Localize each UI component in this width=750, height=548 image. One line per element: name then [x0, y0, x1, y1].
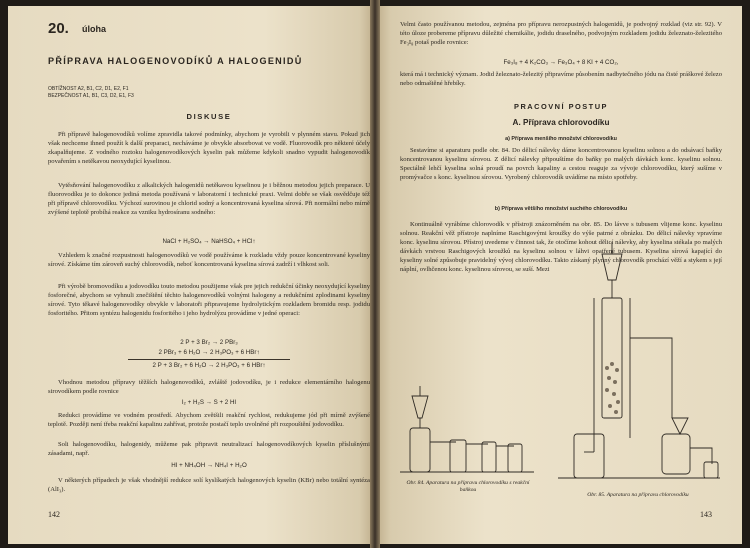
paragraph-2: Vytěsňování halogenovodíku z alkalických halogenidů netěkavou kyselinou je i běžnou metodou jejich preparace. U fluorovodíku je to dokonce jediná metoda používaná v laboratorní i technické praxi. Velmi dobře se však osvědčuje též při přípravě chlorovodíku. Výchozí surovinou je chlorid sodný a koncentrovaná kyselina sírová. Při normální nebo mírně zvýšené teplotě probíhá reakce za vzniku hydrosíranu sodného:	[48, 182, 370, 217]
left-page	[8, 6, 374, 544]
section-heading: DISKUSE	[186, 112, 232, 121]
chapter-title: PŘÍPRAVA HALOGENOVODÍKŮ A HALOGENIDŮ	[48, 56, 303, 66]
subsection-b-heading: b) Příprava většího množství suchého chlorovodíku	[494, 206, 628, 212]
task-word: úloha	[82, 24, 106, 34]
equation-2a: 2 P + 3 Br₂ → 2 PBr₃	[180, 339, 238, 346]
figure-85-apparatus	[554, 238, 722, 488]
safety-line: BEZPEČNOST A1, B1, C3, D2, E1, F3	[48, 93, 134, 99]
paragraph-6: Redukci provádíme ve vodném prostředí. Abychom zvětšili reakční rychlost, redukujeme jód při mírně zvýšené teplotě. Později není třeba reakční kapalinu zahřívat, protože postačí teplo uvolněné při rozpouštění jodovodíku.	[48, 412, 370, 429]
procedure-heading: PRACOVNÍ POSTUP	[514, 102, 608, 111]
difficulty-line: OBTÍŽNOST A2, B1, C2, D1, E2, F1	[48, 86, 129, 92]
equation-2b: 2 PBr₃ + 6 H₂O → 2 H₃PO₃ + 6 HBr↑	[158, 349, 260, 356]
right-paragraph-1: Velmi často používanou metodou, zejména pro přípravu nerozpustných halogenidů, je podvojný rozklad (viz str. 92). V této úloze probereme přípravu důležité chemikálie, jodidu draselného, podvojným rozkladem jodidu železnato-železitého Fe₃I₈ potaš podle rovnice:	[400, 21, 722, 47]
page-number-right: 143	[700, 510, 712, 519]
paragraph-8: V některých případech je však vhodnější redukce solí kyslíkatých halogenových kyselin (KBr) nebo totální syntéza (AlI₃).	[48, 477, 370, 494]
paragraph-b-text: Kontinuálně vyrábíme chlorovodík v přístroji znázorněném na obr. 85. Do lávve s tubusem vlijeme konc. kyselinu solnou. Reakční věž přístroje naplníme Raschigovými kroužky do výše patrné z obrázku. Do dělicí nálevky vpravíme konc. kyselinu sírovou. Přístroj uvedeme v činnost tak, že otočíme kohout dělicí nálevky, aby kyselina stékala po malých dávkách vrstvou Raschigových kroužků na kyselinu solnou v láhvi opatřené tubusem. Kyselina sírová kapající do kyseliny solné způsobuje pravidelný vývoj chlorovodíku. Takto získaný plynný chlorovodík prochází věží a stykem s její náplní, ovlhčenou konc. kyselinou sírovou, se suší. Mezi	[400, 221, 722, 274]
right-paragraph-2: která má i technický význam. Jodid železnato-železitý připravíme působením nadbytečného jódu na čisté práškové železo nebo odmaštěné hřebíky.	[400, 71, 722, 88]
task-number: 20.	[48, 20, 69, 37]
paragraph-7: Soli halogenovodíku, halogenidy, můžeme pak připravit neutralizací halogenovodíkových kyselin příslušnými zásadami, např.	[48, 441, 370, 458]
paragraph-5: Vhodnou metodou přípravy těžších halogenovodíků, zvláště jodovodíku, je i redukce elementárního halogenu sirovodíkem podle rovnice	[48, 379, 370, 396]
right-equation-1: Fe₃I₈ + 4 K₂CO₃ → Fe₃O₄ + 8 KI + 4 CO₂,	[503, 59, 619, 66]
equation-4: HI + NH₄OH → NH₄I + H₂O	[171, 462, 247, 469]
paragraph-4: Při výrobě bromovodíku a jodovodíku touto metodou použijeme však pre jejich redukční účinky neoxydující kyseliny fosforečné, abychom se vyhnuli znečištění těchto halogenovodíků volnými halogeny a redukčními zplodinami kyseliny sírové. Tyto těkavé halogenovodíky obvykle v laboratoři připravujeme hydrolytickým rozkladem bromidu resp. jodidu fosforitého. Přitom syntézu halogenidu fosforitého i jeho hydrolýzu provádíme v jedné operaci:	[48, 283, 370, 318]
book-gutter	[370, 0, 380, 548]
figure-84-apparatus	[398, 382, 538, 478]
equation-3: I₂ + H₂S → S + 2 HI	[181, 399, 237, 406]
right-page	[376, 6, 742, 544]
paragraph-1: Při přípravě halogenovodíků volíme zpravidla takové podmínky, abychom je vyrobili v plynném stavu. Pokud jich však nechceme ihned použít k další preparaci, necháváme je obvykle absorbovat ve vodě. Fluorovodík pro některé účely zkapalňujeme. Z vodného roztoku halogenovodíkových kyselin pak můžeme kdykoli snadno vypudit halogenovodík povařením s netěkavou neoxydující kyselinou.	[48, 131, 370, 166]
section-a-heading: A. Příprava chlorovodíku	[512, 118, 610, 127]
paragraph-a: Sestavíme si aparaturu podle obr. 84. Do dělicí nálevky dáme koncentrovanou kyselinu solnou a do odsávací baňky koncentrovanou kyselinu sírovou. Z dělicí nálevky připouštíme do baňky po malých dávkách konc. kyselinu solnou. Speciálně lehčí kyselina solná proudí na povrch kapaliny a cestou reaguje za vývoje chlorovodíku, který sušíme v promývačce s konc. kyselinou sírovou. Vyrobený chlorovodík uvádíme na místo spotřeby.	[400, 147, 722, 182]
paragraph-3: Vzhledem k značné rozpustnosti halogenovodíků ve vodě používáme k rozkladu vždy pouze koncentrované kyseliny sírové. Získáme tím zároveň suchý chlorovodík, neboť koncentrovaná kyselina sírová zadrží i vlhkost soli.	[48, 252, 370, 269]
equation-rule	[128, 359, 290, 360]
equation-1: NaCl + H₂SO₄ → NaHSO₄ + HCl↑	[162, 238, 256, 245]
figure-85-caption: Obr. 85. Aparatura na přípravu chlorovodíku	[587, 492, 689, 498]
equation-2c: 2 P + 3 Br₂ + 6 H₂O → 2 H₃PO₃ + 6 HBr↑	[152, 362, 266, 369]
figure-84-caption: Obr. 84. Aparatura na přípravu chlorovodíku s reakční baňkou	[406, 480, 530, 493]
page-number-left: 142	[48, 510, 60, 519]
subsection-a-heading: a) Příprava menšího množství chlorovodíku	[505, 136, 617, 142]
